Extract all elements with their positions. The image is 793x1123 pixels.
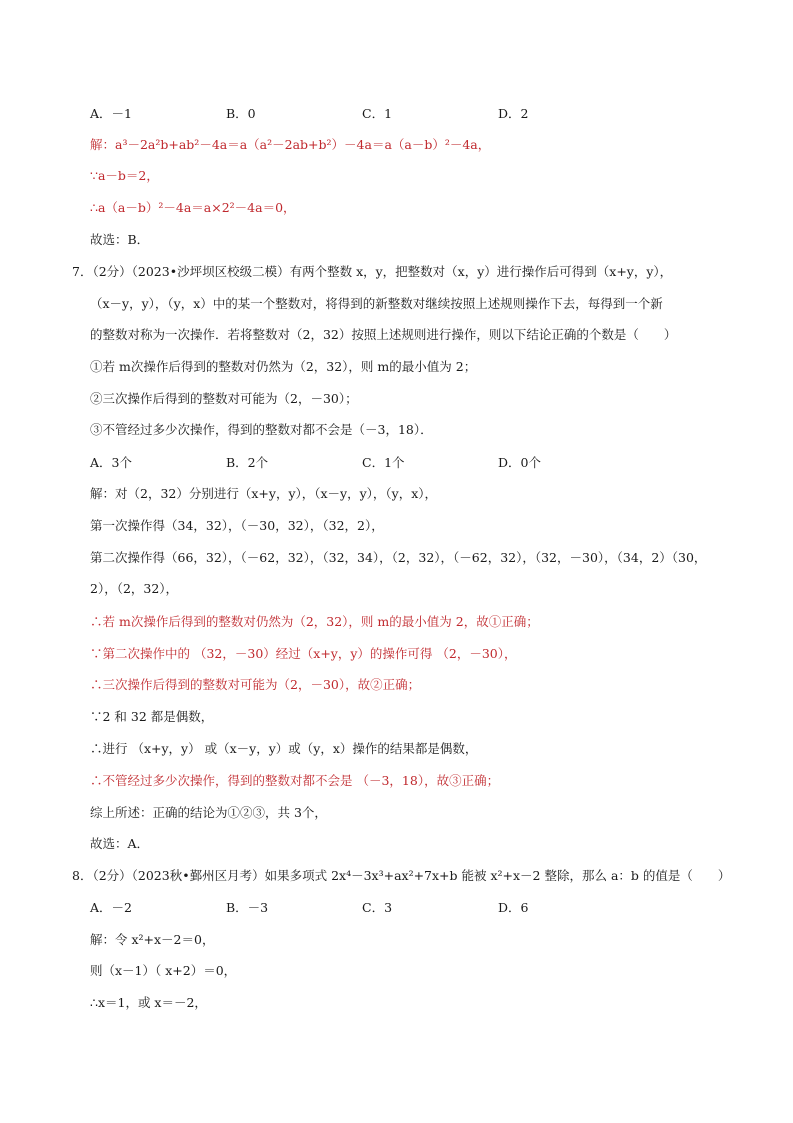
option-d: D．2 <box>498 106 529 121</box>
option-a: A．3个 <box>90 455 132 470</box>
option-d: D．6 <box>498 900 529 915</box>
option-c: C．3 <box>362 900 393 915</box>
question-stem: 7．（2分）（2023•沙坪坝区校级二模）有两个整数 x，y，把整数对（x，y）进行操作后可得到（x+y，y）， <box>72 264 673 279</box>
solution-answer: 故选：B． <box>90 232 150 247</box>
option-c: C．1 <box>362 106 393 121</box>
solution-line: 解：对（2，32）分别进行（x+y，y），（x－y，y），（y，x）， <box>90 486 438 501</box>
solution-line: ∴a（a－b）²－4a＝a×2²－4a＝0， <box>90 200 296 215</box>
solution-line: 第一次操作得（34，32），（－30，32），（32，2）， <box>90 518 384 533</box>
option-b: B．－3 <box>226 900 269 915</box>
solution-line: 解：令 x²+x－2＝0， <box>90 932 215 947</box>
option-c: C．1个 <box>362 455 405 470</box>
solution-line: ∴进行 （x+y，y） 或（x－y，y）或（y，x）操作的结果都是偶数， <box>90 741 478 756</box>
solution-line: 综上所述：正确的结论为①②③，共 3个， <box>90 805 327 820</box>
solution-answer: 故选：A． <box>90 836 150 851</box>
solution-line: ∴若 m次操作后得到的整数对仍然为（2，32），则 m的最小值为 2，故①正确； <box>90 614 539 629</box>
option-b: B．0 <box>226 106 256 121</box>
option-b: B．2个 <box>226 455 269 470</box>
solution-line: 则（x－1）（ x+2）＝0， <box>90 963 237 978</box>
option-a: A．－1 <box>90 106 132 121</box>
solution-line: ∵2 和 32 都是偶数， <box>90 709 214 724</box>
solution-line: ∴三次操作后得到的整数对可能为（2，－30），故②正确； <box>90 677 421 692</box>
solution-line: ∵第二次操作中的 （32，－30）经过（x+y，y）的操作可得 （2，－30）， <box>90 646 517 661</box>
solution-line: 第二次操作得（66，32），（－62，32），（32，34），（2，32），（－62，32），（32，－30），（34，2）（30， <box>90 550 707 565</box>
statement-2: ②三次操作后得到的整数对可能为（2，－30）； <box>90 391 358 406</box>
solution-line: 2），（2，32）， <box>90 581 179 596</box>
option-a: A．－2 <box>90 900 132 915</box>
statement-3: ③不管经过多少次操作，得到的整数对都不会是（－3，18）． <box>90 422 433 437</box>
option-d: D．0个 <box>498 455 541 470</box>
statement-1: ①若 m次操作后得到的整数对仍然为（2，32），则 m的最小值为 2； <box>90 359 477 374</box>
solution-line: ∴x＝1，或 x＝－2， <box>90 995 207 1010</box>
question-stem: 8．（2分）（2023秋•鄞州区月考）如果多项式 2x⁴－3x³+ax²+7x+b 能被 x²+x－2 整除，那么 a：b 的值是（ ） <box>72 868 731 883</box>
solution-line: ∵a－b＝2， <box>90 168 159 183</box>
solution-line: ∴不管经过多少次操作，得到的整数对都不会是 （－3，18），故③正确； <box>90 773 500 788</box>
solution-line: 解：a³－2a²b+ab²－4a＝a（a²－2ab+b²）－4a＝a（a－b）²－4a， <box>90 137 491 152</box>
question-stem: 的整数对称为一次操作．若将整数对（2，32）按照上述规则进行操作，则以下结论正确的个数是（ ） <box>90 327 677 342</box>
question-stem: （x－y，y），（y，x）中的某一个整数对，将得到的新整数对继续按照上述规则操作下去，每得到一个新 <box>90 296 663 311</box>
